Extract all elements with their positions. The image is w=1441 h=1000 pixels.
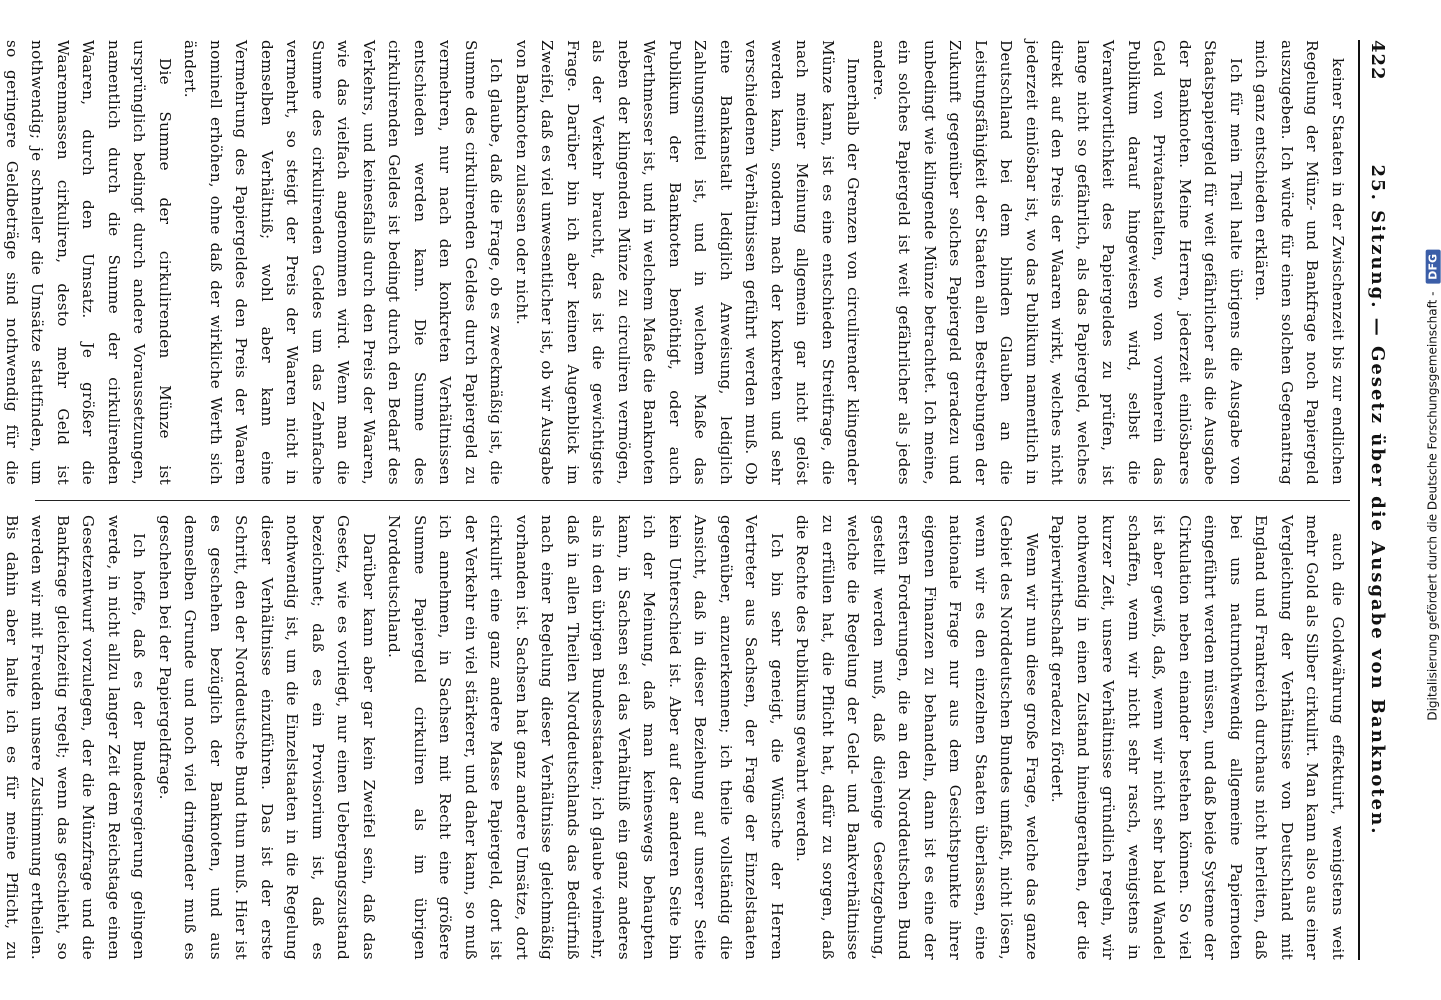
- paragraph: Ich hoffe, daß es der Bundesregierung gelingen werde, in nicht allzu langer Zeit dem Reichstage einen Gesetzentwurf vorzulegen, der die Münzfrage und die Bankfrage gleichzeitig regelt; wenn das geschieht, so werden wir mit Freuden unsere Zustimmung ertheilen. Bis dahin aber halte ich es für meine Pflicht, zu: [3, 515, 149, 960]
- paragraph: Wenn wir nun diese große Frage, welche das ganze Gebiet des Norddeutschen Bundes umfaßt, nicht lösen, wenn wir es den einzelnen Staaten überlassen, eine nationale Frage nur aus dem Gesichtspunkte ihrer eigenen Finanzen zu behandeln, dann ist es eine der ersten Forderungen, die an den Norddeutschen Bund gestellt werden muß, daß diejenige Gesetzgebung, welche die Regelung der Geld- und Bankverhältnisse zu erfüllen hat, die Pflicht hat, dafür zu sorgen, daß die Rechte des Publikums gewahrt werden.: [793, 515, 1041, 960]
- dfg-logo: DFG: [1426, 250, 1441, 284]
- running-head: 25. Sitzung. — Gesetz über die Ausgabe von Banknoten.: [1367, 164, 1388, 836]
- digitization-credit: [1426, 250, 1441, 721]
- paragraph: Ich glaube, daß die Frage, ob es zweckmäßig ist, die Summe des cirkulirenden Geldes durch Papiergeld zu vermehren, nur nach den konkreten Verhältnissen entschieden werden kann. Die Summe des cirkulirenden Geldes ist bedingt durch den Bedarf des Verkehrs, und keinesfalls durch den Preis der Waaren, wie das vielfach angenommen wird. Wenn man die Summe des cirkulirenden Geldes um das Zehnfache vermehrt, so steigt der Preis der Waaren nicht in demselben Verhältniß; wohl aber kann eine Vermehrung des Papiergeldes den Preis der Waaren nominell erhöhen, ohne daß der wirkliche Werth sich ändert.: [181, 40, 506, 485]
- paragraph: Ich für mein Theil halte übrigens die Ausgabe von Staatspapiergeld für weit gefährlicher als die Ausgabe der Banknoten. Meine Herren, jederzeit einlösbares Geld von Privatanstalten, wo von vornherein das Publikum darauf hingewiesen wird, selbst die Verantwortlichkeit des Papiergeldes zu prüfen, ist lange nicht so gefährlich, als das Papiergeld, welches direkt auf den Preis der Waaren wirkt, welches nicht jederzeit einlösbar ist, wo das Publikum namentlich in Deutschland bei dem blinden Glauben an die Leistungsfähigkeit der Staaten allen Bestrebungen der Zukunft gegenüber solches Papiergeld geradezu und unbedingt wie klingende Münze betrachtet. Ich meine, ein solches Papiergeld ist weit gefährlicher als jedes andere.: [870, 40, 1245, 485]
- credit-text: Digitalisierung gefördert durch die Deutsche Forschungsgemeinschaft -: [1426, 291, 1440, 721]
- left-column: [3, 40, 1350, 485]
- paragraph: auch die Goldwährung effektuirt, wenigstens weit mehr Gold als Silber cirkulirt. Man kann also aus einer Vergleichung der Verhältnisse von Deutschland mit England und Frankreich durchaus nicht herleiten, daß bei uns naturnothwendig allgemeine Papiernoten eingeführt werden müssen, und daß beide Systeme der Cirkulation neben einander bestehen können. So viel ist aber gewiß, daß, wenn wir nicht sehr bald Wandel schaffen, wenn wir nicht sehr rasch, wenigstens in kurzer Zeit, unsere Verhältnisse gründlich regeln, wir nothwendig in einen Zustand hineingerathen, der die Papierwirthschaft geradezu fördert.: [1048, 515, 1347, 960]
- paragraph: Ich bin sehr geneigt, die Wünsche der Herren Vertreter aus Sachsen, der Frage der Einzelstaaten gegenüber, anzuerkennen; ich theile vollständig die Ansicht, daß in dieser Beziehung auf unserer Seite kein Unterschied ist. Aber auf der anderen Seite bin ich der Meinung, daß man keineswegs behaupten kann, in Sachsen sei das Verhältniß ein ganz anderes als in den übrigen Bundesstaaten; ich glaube vielmehr, daß in allen Theilen Norddeutschlands das Bedürfniß nach einer Regelung dieser Verhältnisse gleichmäßig vorhanden ist. Sachsen hat ganz andere Umsätze, dort cirkulirt eine ganz andere Masse Papiergeld, dort ist der Verkehr ein viel stärkerer, und daher kann, so muß ich annehmen, in Sachsen mit Recht eine größere Summe Papiergeld cirkuliren als im übrigen Norddeutschland.: [385, 515, 786, 960]
- paragraph: Die Summe der cirkulirenden Münze ist ursprünglich bedingt durch andere Voraussetzungen, namentlich durch die Summe der cirkulirenden Waaren, durch den Umsatz. Je größer die Waarenmassen cirkuliren, desto mehr Geld ist nothwendig; je schneller die Umsätze stattfinden, um so geringere Geldbeträge sind nothwendig für die: [3, 40, 174, 485]
- page-number: 422: [1367, 40, 1388, 81]
- printed-sheet: [3, 40, 1392, 960]
- header-rule: [1358, 40, 1360, 960]
- right-column: [3, 515, 1350, 960]
- paragraph: Innerhalb der Grenzen von circulirender klingender Münze kann, ist es eine entschieden Streitfrage, die nach meiner Meinung allgemein gar nicht gelöst werden kann, sondern nach der konkreten und sehr verschiedenen Verhältnissen geführt werden muß. Ob eine Bankanstalt lediglich Anweisung, lediglich Zahlungsmittel ist, und in welchem Maße das Publikum der Banknoten benöthigt, oder auch Werthmesser ist, und in welchem Maße die Banknoten neben der klingenden Münze zu circuliren vermögen, als der Verkehr braucht, das ist die gewichtigste Frage. Darüber bin ich aber keinen Augenblick im Zweifel, daß es viel unwesentlicher ist, ob wir Ausgabe von Banknoten zulassen oder nicht.: [513, 40, 863, 485]
- paragraph: keiner Staaten in der Zwischenzeit bis zur endlichen Regelung der Münz- und Bankfrage noch Papiergeld auszugeben. Ich würde für einen solchen Gegenantrag mich ganz entschieden erklären.: [1252, 40, 1347, 485]
- column-divider: [35, 500, 1350, 501]
- paragraph: Darüber kann aber gar kein Zweifel sein, daß das Gesetz, wie es vorliegt, nur einen Uebergangszustand bezeichnet; daß es ein Provisorium ist, daß es nothwendig ist, um die Einzelstaaten in die Regelung dieser Verhältnisse einzuführen. Das ist der erste Schritt, den der Norddeutsche Bund thun muß. Hier ist es geschehen bezüglich der Banknoten, und aus demselben Grunde und noch viel dringender muß es geschehen bei der Papiergeldfrage.: [156, 515, 378, 960]
